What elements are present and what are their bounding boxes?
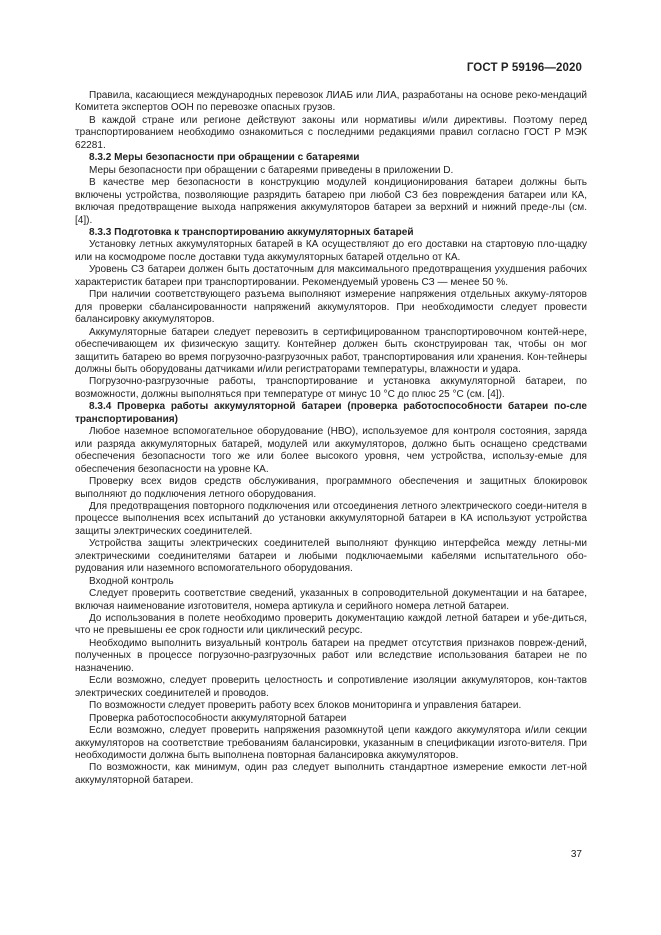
- body-paragraph: Входной контроль: [89, 575, 174, 587]
- section-heading: 8.3.3 Подготовка к транспортированию аккумуляторных батарей: [89, 226, 414, 238]
- body-paragraph: Устройства защиты электрических соединителей выполняют функцию интерфейса между летны-ми электрическими соединителями батареи и любыми подключаемыми кабелями испытательного обо-рудования или наземного вспомогательного оборудования.: [75, 538, 587, 575]
- body-paragraph: По возможности следует проверить работу всех блоков мониторинга и управления батареи.: [89, 700, 522, 712]
- body-paragraph: Если возможно, следует проверить целостность и сопротивление изоляции аккумуляторов, кон-тактов электрических соединителей и проводов.: [75, 675, 587, 699]
- body-paragraph: Любое наземное вспомогательное оборудование (НВО), используемое для контроля состояния, заряда или разряда аккумуляторных батарей, модулей или аккумуляторов, должно быть оснащено средствами обеспечения безопасности того же или более высокого уровня, чем устройства, использу-емые для обеспечения безопасности на уровне КА.: [75, 426, 587, 475]
- body-paragraph: Проверку всех видов средств обслуживания, программного обеспечения и защитных блокировок выполняют до подключения летного оборудования.: [75, 476, 587, 500]
- section-heading: 8.3.4 Проверка работы аккумуляторной батареи (проверка работоспособности батареи по-сле транспортирования): [75, 401, 587, 425]
- body-paragraph: Погрузочно-разгрузочные работы, транспортирование и установка аккумуляторной батареи, по возможности, должны выполняться при температуре от минус 10 °С до плюс 25 °С (см. [4]).: [75, 376, 587, 400]
- section-heading: 8.3.2 Меры безопасности при обращении с батареями: [89, 152, 360, 164]
- body-paragraph: До использования в полете необходимо проверить документацию каждой летной батареи и убе-диться, что не превышены ее срок годности или циклический ресурс.: [75, 613, 587, 637]
- document-code: ГОСТ Р 59196—2020: [466, 62, 582, 74]
- body-paragraph: Уровень СЗ батареи должен быть достаточным для максимального предотвращения ухудшения рабочих характеристик батареи при транспортировании. Рекомендуемый уровень СЗ — менее 50 %.: [75, 264, 587, 288]
- body-paragraph: Меры безопасности при обращении с батареями приведены в приложении D.: [89, 164, 454, 176]
- body-paragraph: Правила, касающиеся международных перевозок ЛИАБ или ЛИА, разработаны на основе реко-мендаций Комитета экспертов ООН по перевозке опасных грузов.: [75, 90, 587, 114]
- body-paragraph: Для предотвращения повторного подключения или отсоединения летного электрического соеди-нителя в процессе выполнения всех испытаний до установки аккумуляторной батареи в КА используют устройства защиты электрических соединителей.: [75, 500, 587, 537]
- body-paragraph: Необходимо выполнить визуальный контроль батареи на предмет отсутствия признаков повреж-дений, полученных в процессе погрузочно-разгрузочных работ или вследствие использования батареи не по назначению.: [75, 637, 587, 674]
- body-paragraph: Проверка работоспособности аккумуляторной батареи: [89, 712, 347, 724]
- body-paragraph: Установку летных аккумуляторных батарей в КА осуществляют до его доставки на стартовую пло-щадку или на космодроме после доставки туда аккумуляторных батарей отдельно от КА.: [75, 239, 587, 263]
- body-paragraph: В каждой стране или регионе действуют законы или нормативы и/или директивы. Поэтому перед транспортированием необходимо ознакомиться с последними редакциями правил согласно ГОСТ Р МЭК 62281.: [75, 114, 587, 151]
- body-paragraph: По возможности, как минимум, один раз следует выполнить стандартное измерение емкости лет-ной аккумуляторной батареи.: [75, 762, 587, 786]
- document-body: [75, 90, 587, 787]
- body-paragraph: Если возможно, следует проверить напряжения разомкнутой цепи каждого аккумулятора и/или секции аккумуляторов на соответствие требованиям балансировки, указанным в спецификации изгото-вителя. При необходимости должна быть выполнена повторная балансировка аккумуляторов.: [75, 725, 587, 762]
- body-paragraph: В качестве мер безопасности в конструкцию модулей кондиционирования батареи должны быть включены устройства, позволяющие разрядить батарею при любой СЗ без повреждения батареи или КА, включая предотвращение выхода напряжения аккумуляторов батареи за верхний и нижний преде-лы (см. [4]).: [75, 177, 587, 226]
- body-paragraph: Следует проверить соответствие сведений, указанных в сопроводительной документации и на батарее, включая наименование изготовителя, номера артикула и серийного номера летной батареи.: [75, 588, 587, 612]
- body-paragraph: При наличии соответствующего разъема выполняют измерение напряжения отдельных аккуму-ляторов для проверки сбалансированности напряжений аккумуляторов. При необходимости следует провести балансировку аккумуляторов.: [75, 289, 587, 326]
- body-paragraph: Аккумуляторные батареи следует перевозить в сертифицированном транспортировочном контей-нере, обеспечивающем их физическую защиту. Контейнер должен быть сконструирован так, чтобы он мог защитить батарею во время погрузочно-разгрузочных работ, транспортирования или хранения. Кон-тейнеры должны быть оборудованы датчиками и/или регистраторами температуры, влажности и удара.: [75, 326, 587, 375]
- page-number: 37: [570, 849, 582, 860]
